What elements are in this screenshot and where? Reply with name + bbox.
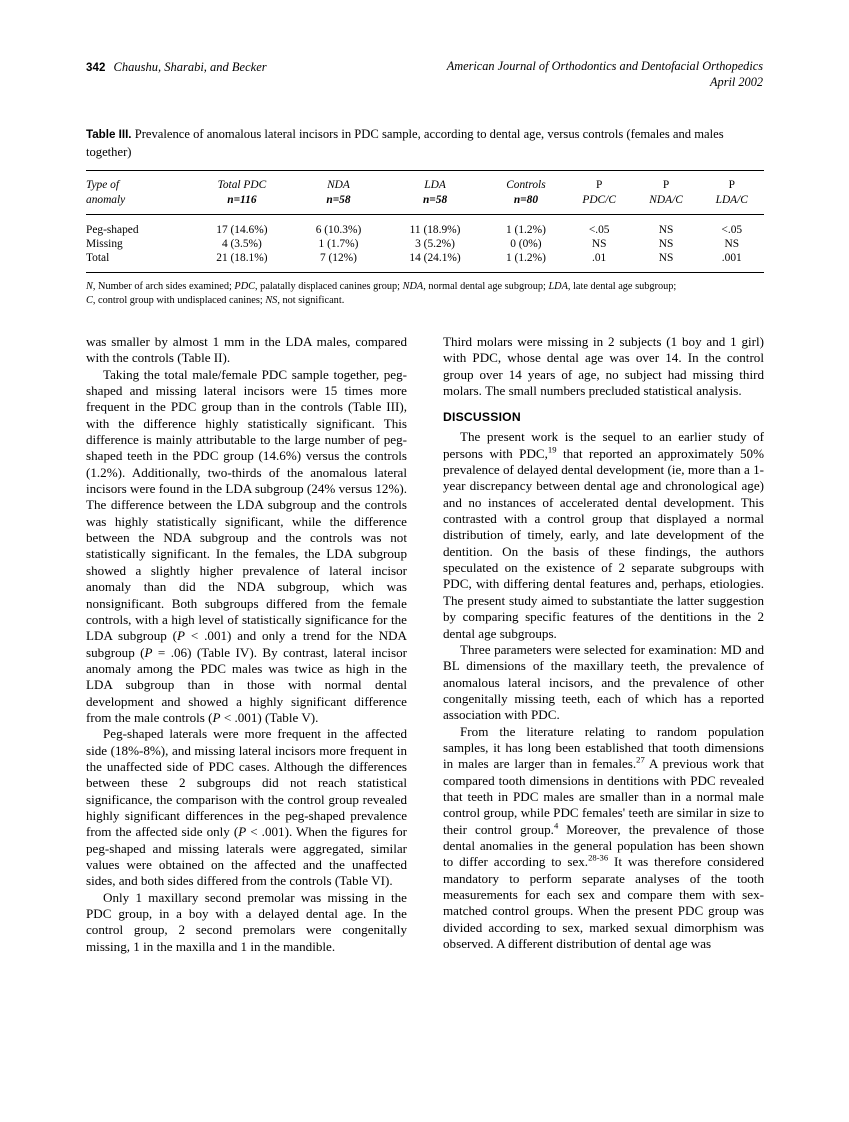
- cell-total-pdc: 21 (18.1%): [216, 252, 268, 264]
- column-header-p-nda-c: [633, 171, 700, 215]
- cell-p-pdc-c: <.05: [588, 224, 610, 236]
- column-header-p-lda-c: [700, 171, 764, 215]
- column-header-p-pdc-c-line1: P: [595, 179, 603, 191]
- paragraph: Three parameters were selected for examination: MD and BL dimensions of the maxillary teeth, the prevalence of anomalous lateral incisors, and the prevalence of other congenitally missing teeth, each of which has a reported association with PDC.: [443, 641, 764, 723]
- para-text: < .001) and only a trend for the NDA subgroup (: [86, 628, 407, 660]
- stat-symbol-p: P: [212, 709, 221, 725]
- running-head-left: [86, 58, 267, 76]
- cell-nda: 6 (10.3%): [315, 224, 362, 236]
- running-head-authors: Chaushu, Sharabi, and Becker: [113, 60, 267, 74]
- column-header-total-pdc-n: n=116: [227, 193, 257, 206]
- table-bottom-rule: [86, 273, 764, 274]
- paragraph: Third molars were missing in 2 subjects (1 boy and 1 girl) with PDC, whose dental age was over 14. In the control group over 14 years of age, no subject had missing third molars. The small numbers precluded statistical analysis.: [443, 334, 764, 399]
- para-text: = .06) (Table IV). By contrast, lateral incisor anomaly among the PDC males was twice as high in the LDA subgroup than in those with normal dental development and showed a highly significant difference from the male controls (: [86, 644, 407, 725]
- footnote-abbr-ns: NS: [265, 294, 278, 306]
- para-text: Peg-shaped laterals were more frequent in the affected side (18%-8%), and missing lateral incisors more frequent in the unaffected side of PDC cases. Although the differences between these 2 subgroups did not reach statistical significance, the comparison with the control group revealed highly significant differences in the peg-shaped prevalence from the affected side only (: [86, 726, 407, 840]
- cell-nda: 1 (1.7%): [318, 238, 359, 250]
- cell-controls: 1 (1.2%): [506, 252, 546, 264]
- stat-symbol-p: P: [177, 628, 186, 644]
- prevalence-table: [86, 170, 764, 273]
- table-head: [86, 171, 764, 215]
- para-text: Moreover, the prevalence of those dental anomalies in the general population has been shown to differ according to sex.: [443, 821, 765, 870]
- issue-date: April 2002: [710, 75, 763, 89]
- journal-title: American Journal of Orthodontics and Dentofacial Orthopedics: [446, 59, 763, 73]
- cell-anomaly-type: Total: [86, 252, 110, 264]
- citation-reference: 27: [636, 754, 645, 765]
- cell-controls: 1 (1.2%): [506, 224, 546, 236]
- paragraph: [443, 724, 764, 953]
- column-header-p-pdc-c-line2: PDC/C: [582, 193, 616, 206]
- citation-reference: 4: [553, 820, 559, 831]
- table-block: [86, 126, 764, 307]
- left-column: [86, 334, 407, 955]
- column-header-nda-line1: NDA: [327, 179, 350, 191]
- column-header-p-nda-c-line2: NDA/C: [649, 193, 683, 206]
- cell-lda: 14 (24.1%): [409, 252, 461, 264]
- cell-total-pdc: 17 (14.6%): [216, 224, 268, 236]
- column-header-controls-n: n=80: [513, 193, 539, 206]
- paragraph: [86, 367, 407, 727]
- column-header-controls: [486, 171, 566, 215]
- right-column: [443, 334, 764, 952]
- table-footnote-line-1: [86, 280, 764, 294]
- table-footnote-line-2: [86, 294, 764, 308]
- para-text: that reported an approximately 50% prevalence of delayed dental development (ie, more than a 1-year discrepancy between dental age and chronological age) and no instances of accelerated dental development. This contrasted with a control group that displayed a normal distribution of timely, early, and late development of the dentition. On the basis of these findings, the authors speculated on the existence of 2 separate subgroups with PDC, with differing dental features and, perhaps, etiologies. The present study aimed to substantiate the latter suggestion by comparing specific features of the dentitions in the 2 dental age subgroups.: [443, 445, 764, 641]
- cell-lda: 3 (5.2%): [415, 238, 455, 250]
- para-text: Taking the total male/female PDC sample together, peg-shaped and missing lateral incisors were 15 times more frequent in the PDC group than in the controls (Table III), with the difference highly statistically significant. This difference is mainly attributable to the large number of peg-shaped teeth in the PDC group (14.6%) versus the controls (1.2%). Additionally, two-thirds of the anomalous lateral incisors were found in the LDA subgroup (24% versus 12%). The difference between the LDA subgroup and the controls was highly statistically significant, while the difference between the NDA subgroup and the controls was not statistically significant. In the females, the LDA subgroup showed a slightly higher prevalence of lateral incisor anomaly than did the NDA subgroup, which was nonsignificant. Both subgroups differed from the female controls, with a high level of statistically significance for the LDA subgroup (: [86, 366, 407, 644]
- body-columns: [86, 334, 764, 1064]
- para-text: From the literature relating to random population samples, it has long been established that tooth dimensions in males are larger than in females.: [443, 723, 764, 772]
- column-header-type-line1: Type of: [86, 179, 120, 191]
- footnote-text-lda: , late dental age subgroup;: [567, 281, 677, 292]
- running-head: [86, 58, 763, 102]
- para-text: A previous work that compared tooth dimensions in dentitions with PDC revealed that teeth in PDC males are smaller than in a normal male control group, while PDC females' teeth are similar in size to their control group.: [443, 756, 764, 837]
- column-header-p-lda-c-line1: P: [728, 179, 735, 191]
- cell-p-nda-c: NS: [658, 238, 674, 250]
- cell-p-nda-c: NS: [658, 224, 674, 236]
- table-caption-text: Prevalence of anomalous lateral incisors in PDC sample, according to dental age, versus controls (females and males together): [86, 127, 724, 159]
- cell-p-nda-c: NS: [658, 252, 674, 264]
- paragraph: [86, 726, 407, 889]
- column-header-p-lda-c-line2: LDA/C: [715, 193, 748, 206]
- footnote-abbr-pdc: PDC: [234, 281, 256, 292]
- cell-anomaly-type: Peg-shaped: [86, 224, 139, 236]
- citation-reference: 19: [547, 444, 557, 455]
- running-head-right: [447, 58, 763, 90]
- footnote-abbr-lda: LDA: [548, 281, 568, 292]
- table-row: [86, 251, 764, 273]
- cell-total-pdc: 4 (3.5%): [221, 238, 262, 250]
- footnote-abbr-c: C: [86, 294, 93, 306]
- table-row: [86, 215, 764, 238]
- table-row: [86, 237, 764, 251]
- paragraph: was smaller by almost 1 mm in the LDA males, compared with the controls (Table II).: [86, 334, 407, 366]
- column-header-controls-line1: Controls: [506, 179, 546, 191]
- table-body: [86, 215, 764, 273]
- footnote-abbr-nda: NDA: [402, 281, 424, 292]
- table-foot: [86, 273, 764, 274]
- stat-symbol-p: P: [144, 644, 153, 660]
- table-label: Table III.: [86, 128, 132, 141]
- table-caption: [86, 126, 764, 161]
- cell-p-pdc-c: NS: [591, 238, 607, 250]
- para-text: < .001) (Table V).: [220, 709, 319, 725]
- cell-p-lda-c: NS: [724, 238, 740, 250]
- citation-reference: 28-36: [588, 852, 609, 863]
- stat-symbol-p: P: [238, 824, 247, 840]
- footnote-text-nda: , normal dental age subgroup;: [423, 281, 549, 292]
- para-text: The present work is the sequel to an earlier study of persons with PDC,: [443, 429, 764, 461]
- cell-anomaly-type: Missing: [86, 238, 123, 250]
- cell-p-lda-c: .001: [721, 252, 742, 264]
- column-header-type: [86, 171, 191, 215]
- paragraph: Only 1 maxillary second premolar was missing in the PDC group, in a boy with a delayed dental age. In the control group, 2 second premolars were congenitally missing, 1 in the maxilla and 1 in the mandible.: [86, 889, 407, 954]
- table-footnote: [86, 280, 764, 307]
- footnote-abbr-n: N: [86, 281, 93, 292]
- footnote-text-c: , control group with undisplaced canines;: [92, 294, 266, 306]
- column-header-nda: [293, 171, 384, 215]
- cell-nda: 7 (12%): [319, 252, 357, 264]
- cell-p-lda-c: <.05: [721, 224, 743, 236]
- column-header-nda-n: n=58: [326, 193, 351, 206]
- table-header-row: [86, 171, 764, 215]
- cell-lda: 11 (18.9%): [409, 224, 461, 236]
- column-header-p-nda-c-line1: P: [662, 179, 670, 191]
- paragraph: [443, 429, 764, 641]
- column-header-type-line2: anomaly: [86, 193, 126, 206]
- column-header-lda-n: n=58: [422, 193, 448, 206]
- column-header-lda: [384, 171, 486, 215]
- para-text: It was therefore considered mandatory to perform separate analyses of the tooth measurements for each sex and compare them with sex-matched control groups. When the present PDC group was divided according to sex, marked sexual dimorphism was observed. A different distribution of dental age was: [443, 854, 765, 952]
- footnote-text-n: , Number of arch sides examined;: [92, 281, 235, 292]
- footnote-text-ns: , not significant.: [277, 294, 345, 306]
- section-heading-discussion: DISCUSSION: [443, 410, 521, 425]
- page-number: 342: [86, 62, 106, 74]
- column-header-total-pdc-line1: Total PDC: [217, 179, 267, 191]
- para-text: < .001). When the figures for peg-shaped and missing laterals were aggregated, similar values were obtained on the affected and the unaffected sides, and both sides differed from the controls (Table VI).: [86, 824, 407, 889]
- column-header-lda-line1: LDA: [424, 179, 446, 191]
- footnote-text-pdc: , palatally displaced canines group;: [255, 281, 403, 292]
- cell-p-pdc-c: .01: [592, 252, 607, 264]
- cell-controls: 0 (0%): [510, 238, 542, 250]
- column-header-p-pdc-c: [566, 171, 633, 215]
- column-header-total-pdc: [191, 171, 293, 215]
